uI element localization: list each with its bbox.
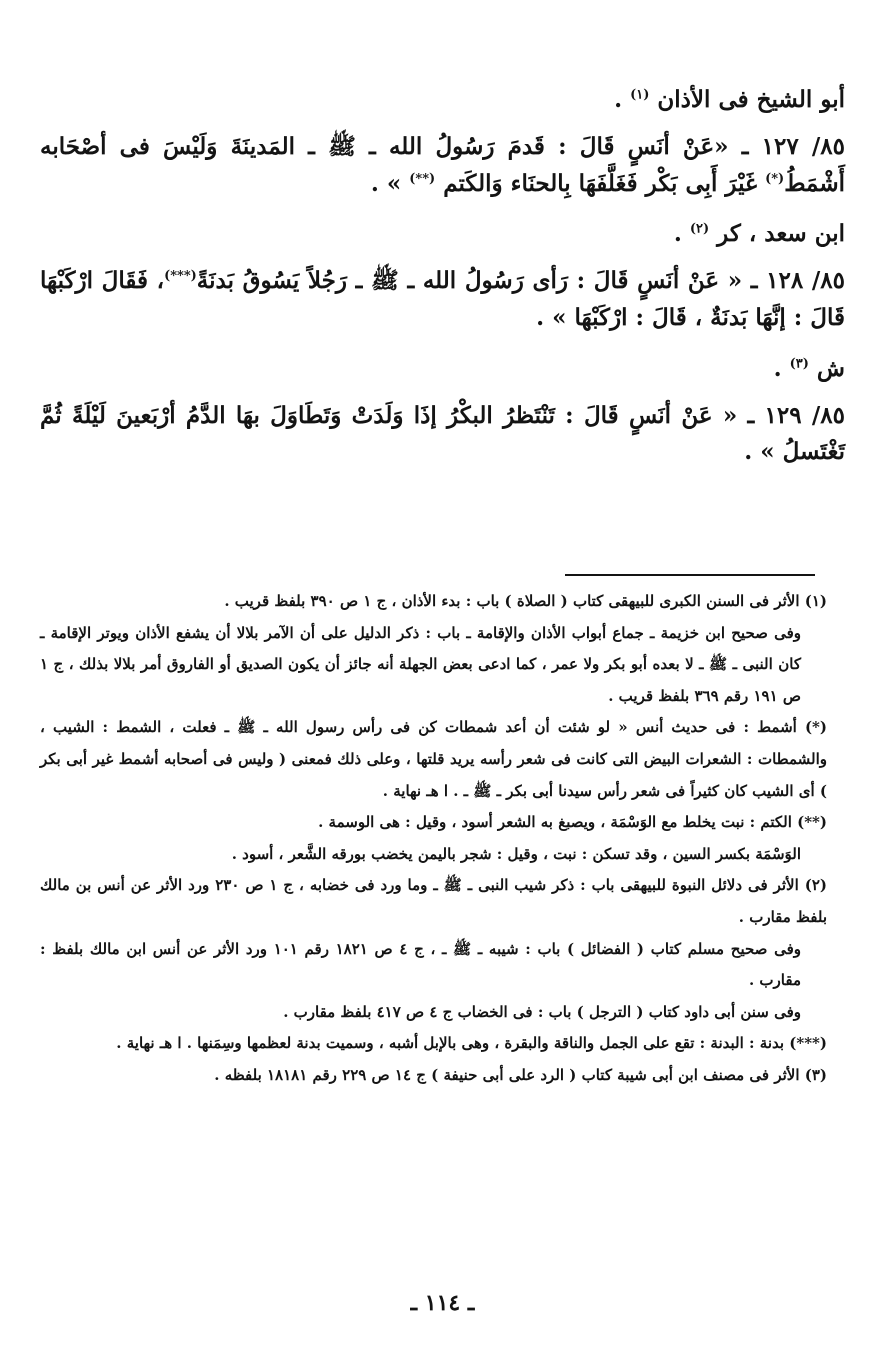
line-end: . — [614, 86, 623, 113]
footnote-divider — [565, 574, 815, 576]
source-text: ش — [816, 354, 845, 382]
star-ref-3: (***) — [164, 268, 197, 284]
line-end: . — [673, 220, 682, 248]
hadith-127-text-2: غَيْرَ أَبِى بَكْر فَغَلَّفَهَا بِالحنَاء وَالكَتم — [443, 169, 758, 197]
footnote-ref-2: (٢) — [689, 221, 710, 237]
source-text: ابن سعد ، كر — [717, 220, 845, 248]
source-line-128 — [40, 351, 845, 388]
footnote-star-2-continued: الوَسْمَة بكسر السين ، وقد تسكن : نبت ، وقيل : شجر باليمن يخضب بورقه الشَّعر ، أسود . — [231, 844, 801, 863]
footnote-1: (١) الأثر فى السنن الكبرى للبيهقى كتاب ( الصلاة ) باب : بدء الأذان ، ج ١ ص ٣٩٠ بلفظ قريب . — [224, 592, 827, 610]
footnotes — [40, 586, 827, 1092]
hadith-129-text: ٨٥/ ١٢٩ ـ « عَنْ أنَسٍ قَالَ : تَنْتَظرُ البكْرُ إذَا وَلَدَتْ وَتَطَاوَلَ بهَا الدَّمُ أرْبَعينَ لَيْلَةً ثُمَّ تَغْتَسلُ » . — [40, 401, 845, 466]
star-ref-2: (**) — [409, 170, 436, 186]
footnote-2-continued: وفى صحيح مسلم كتاب ( الفضائل ) باب : شيبه ـ ﷺ ـ ، ج ٤ ص ١٨٢١ رقم ١٠١ ورد الأثر عن أنس ابن مالك بلفظ : مقارب . — [40, 939, 801, 990]
source-line-127 — [40, 216, 845, 253]
footnote-star-3: (***) بدنة : البدنة : تقع على الجمل والناقة والبقرة ، وهى بالإبل أشبه ، وسميت بدنة لعظمها وسِمَنها . ا هـ نهاية . — [116, 1034, 827, 1053]
page-number: ـ ١١٤ ـ — [410, 1290, 475, 1316]
line-end: . — [773, 354, 782, 382]
hadith-128-text: ٨٥/ ١٢٨ ـ « عَنْ أنَسٍ قَالَ : رَأى رَسُولُ الله ـ ﷺ ـ رَجُلاً يَسُوقُ بَدنَةً — [196, 267, 845, 295]
footnote-star-1: (*) أشمط : فى حديث أنس « لو شئت أن أعد شمطات كن فى رأس رسول الله ـ ﷺ ـ فعلت ، الشمط : الشيب ، والشمطات : الشعرات البيض التى كانت فى شعر رأسه يريد قلتها ، وعلى ذلك فمعنى ( وليس فى أصحابه أشمط غير أبى بكر ) أى الشيب كان كثيراً فى شعر رأس سيدنا أبى بكر ـ ﷺ ـ . ا هـ نهاية . — [40, 718, 827, 800]
main-text — [40, 82, 845, 485]
footnote-1-continued: وفى صحيح ابن خزيمة ـ جماع أبواب الأذان والإقامة ـ باب : ذكر الدليل على أن الآمر بلالا أن يشفع الأذان ويوتر الإقامة ـ كان النبى ـ ﷺ ـ لا بعده أبو بكر ولا عمر ، كما ادعى بعض الجهلة أنه جائز أن يكون الصديق أو الفاروق أمر بلالا بذلك ، ج ١ ص ١٩١ رقم ٣٦٩ بلفظ قريب . — [40, 623, 801, 705]
hadith-127-text: ٨٥/ ١٢٧ ـ «عَنْ أنَسٍ قَالَ : قَدمَ رَسُولُ الله ـ ﷺ ـ المَدينَةَ وَلَيْسَ فى أصْحَابه أَشْمَطُ — [40, 132, 845, 197]
footnote-ref-3: (٣) — [789, 356, 809, 372]
hadith-129 — [40, 398, 845, 472]
footnote-2-continued-b: وفى سنن أبى داود كتاب ( الترجل ) باب : فى الخضاب ج ٤ ص ٤١٧ بلفظ مقارب . — [283, 1002, 801, 1021]
hadith-127 — [40, 129, 845, 203]
star-ref-1: (*) — [765, 170, 785, 186]
hadith-128 — [40, 263, 845, 337]
hadith-127-end: » . — [370, 169, 402, 197]
source-text: أبو الشيخ فى الأذان — [657, 86, 845, 113]
hadith-128-text-2: ، فَقَالَ ارْكَبْهَا قَالَ : إنَّهَا بَدنَةٌ ، قَالَ : ارْكَبْهَا » . — [40, 267, 845, 331]
source-line-adhan — [40, 82, 845, 119]
footnote-3: (٣) الأثر فى مصنف ابن أبى شيبة كتاب ( الرد على أبى حنيفة ) ج ١٤ ص ٢٢٩ رقم ١٨١٨١ بلفظه . — [214, 1065, 827, 1084]
footnote-ref-1: (١) — [630, 87, 650, 103]
footnote-2: (٢) الأثر فى دلائل النبوة للبيهقى باب : ذكر شيب النبى ـ ﷺ ـ وما ورد فى خضابه ، ج ١ ص ٢٣٠ ورد الأثر عن أنس بن مالك بلفظ مقارب . — [40, 876, 827, 926]
footnote-star-2: (**) الكتم : نبت يخلط مع الوَسْمَة ، ويصبغ به الشعر أسود ، وقيل : هى الوسمة . — [318, 813, 827, 832]
